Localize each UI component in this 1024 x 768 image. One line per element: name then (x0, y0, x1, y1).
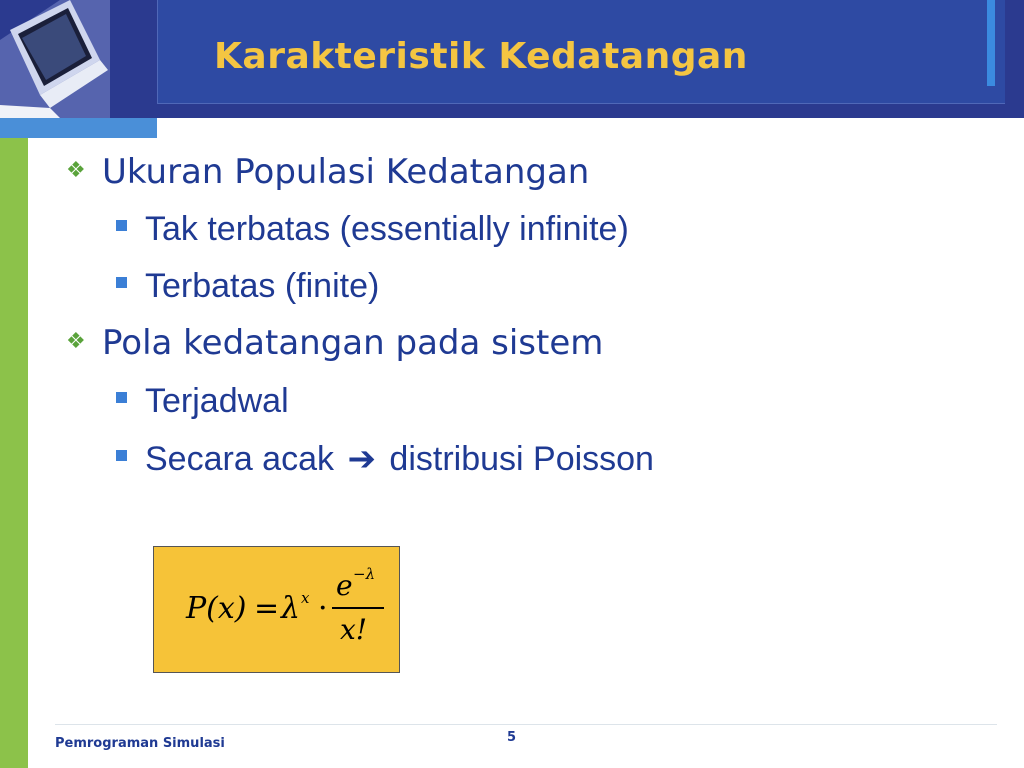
fraction-bar (332, 607, 384, 609)
square-bullet-icon (116, 220, 127, 231)
formula-equals: = (254, 591, 280, 626)
formula-exponent: x (301, 589, 310, 607)
slide-header (0, 0, 1024, 118)
sub-bullet-text: Secara acak (145, 440, 334, 478)
sub-bullet-text: Terjadwal (145, 382, 289, 420)
formula-numerator: e (336, 569, 353, 602)
sub-bullet-item (116, 267, 379, 306)
sub-bullet-text: Tak terbatas (essentially infinite) (145, 210, 629, 248)
bullet-text: Ukuran Populasi Kedatangan (102, 152, 590, 192)
diamond-bullet-icon: ❖ (66, 329, 86, 354)
square-bullet-icon (116, 392, 127, 403)
formula-dot: · (318, 591, 328, 626)
computer-monitor-icon (0, 0, 110, 118)
side-accent-blue (0, 118, 157, 138)
formula-numerator-exponent: −λ (353, 565, 376, 583)
square-bullet-icon (116, 277, 127, 288)
sub-bullet-text: distribusi Poisson (389, 440, 654, 478)
formula-box (153, 546, 400, 673)
formula-denominator: x! (340, 613, 368, 646)
footer-divider (55, 724, 997, 725)
sub-bullet-text: Terbatas (finite) (145, 267, 380, 305)
formula-base: λ (281, 591, 301, 626)
bullet-item (66, 323, 603, 363)
arrow-right-icon: ➔ (347, 439, 376, 479)
bullet-text: Pola kedatangan pada sistem (102, 323, 604, 363)
formula-lhs: P(x) (186, 591, 247, 626)
sub-bullet-item (116, 439, 654, 479)
side-accent-green (0, 138, 28, 768)
poisson-formula (184, 567, 384, 657)
sub-bullet-item (116, 382, 289, 421)
square-bullet-icon (116, 450, 127, 461)
slide-title: Karakteristik Kedatangan (214, 36, 748, 77)
page-number: 5 (507, 730, 517, 745)
header-accent-bar (987, 0, 995, 86)
bullet-item (66, 152, 589, 192)
footer-text: Pemrograman Simulasi (55, 736, 225, 751)
diamond-bullet-icon: ❖ (66, 158, 86, 183)
sub-bullet-item (116, 210, 629, 249)
